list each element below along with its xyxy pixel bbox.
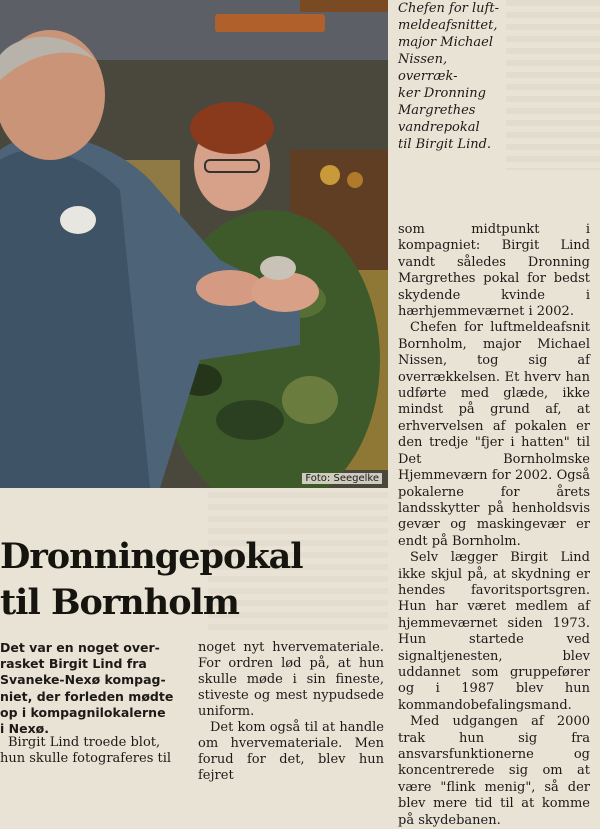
caption-line: ker Dronning — [398, 86, 486, 101]
paragraph: som midtpunkt i kompagniet: Birgit Lind vandt således Dronning Margrethes pokal for bedst skydende kvinde i hærhjemmeværnet i 2002. — [398, 222, 590, 320]
caption-line: meldeafsnittet, — [398, 18, 498, 33]
lead-line: Svaneke-Nexø kompag- — [0, 672, 166, 688]
news-photo — [0, 0, 388, 488]
paragraph: noget nyt hvervemateriale. For ordren lød på, at hun skulle møde i sin fineste, stiveste og mest nypudsede uniform. — [198, 640, 384, 719]
headline — [0, 534, 390, 626]
photo-caption — [398, 0, 508, 153]
lead-line: rasket Birgit Lind fra — [0, 656, 147, 672]
paragraph: Selv lægger Birgit Lind ikke skjul på, at skydning er hendes favoritsportsgren. Hun har været medlem af hjemmeværnet siden 1973. Hun startede ved signaltjenesten, blev uddannet som gruppefører og i 1987 blev hun kommandobefalingsmand. — [398, 550, 590, 713]
caption-line: Margrethes — [398, 103, 476, 118]
article-column-middle — [198, 640, 384, 784]
paragraph: Det kom også til at handle om hvervemateriale. Men forud for det, blev hun fejret — [198, 720, 384, 783]
photo-illustration — [0, 0, 388, 488]
paragraph: Med udgangen af 2000 trak hun sig fra ansvarsfunktionerne og koncentrerede sig om at være "flink menig", så der blev mere tid til at komme på skydebanen. — [398, 714, 590, 828]
lead-line: niet, der forleden mødte — [0, 688, 174, 704]
paragraph: Chefen for luftmeldeafsnit Bornholm, major Michael Nissen, tog sig af overrækkelsen. Et hverv han udførte med glæde, ikke mindst på grund af, at erhvervelsen af pokalen er den tredje "fjer i hatten" til Det Bornholmske Hjemmeværn for 2002. Også pokalerne for årets landsskytter på henholdsvis gevær og maskingevær er endt på Bornholm. — [398, 320, 590, 549]
article-column-left — [0, 735, 188, 767]
lead-paragraph — [0, 640, 188, 737]
lead-line: i Nexø. — [0, 721, 49, 737]
lead-line: op i kompagnilokalerne — [0, 704, 166, 720]
caption-line: vandrepokal — [398, 120, 480, 135]
photo-credit: Foto: Seegelke — [302, 473, 382, 484]
lead-line: Det var en noget over- — [0, 640, 160, 655]
caption-line: Nissen, overræk- — [398, 52, 458, 84]
body-line: hun skulle fotograferes til — [0, 751, 172, 766]
body-line: Birgit Lind troede blot, — [8, 735, 161, 750]
headline-line: Dronningepokal — [0, 536, 303, 577]
bleed-through-text — [506, 0, 600, 170]
caption-line: Chefen for luft- — [398, 1, 499, 16]
headline-line: til Bornholm — [0, 582, 239, 623]
caption-line: major Michael — [398, 35, 494, 50]
article-column-right — [398, 222, 590, 829]
caption-line: til Birgit Lind. — [398, 137, 492, 152]
